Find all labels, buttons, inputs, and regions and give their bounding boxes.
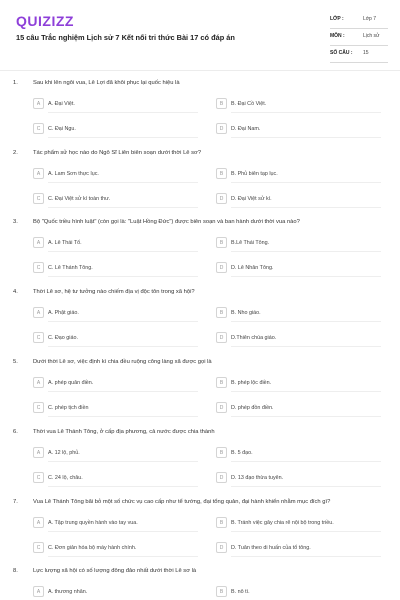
option-key-box: B (216, 517, 227, 528)
option-key-box: D (216, 123, 227, 134)
answer-option-a[interactable] (33, 236, 82, 249)
option-underline (231, 137, 381, 138)
answer-option-a[interactable] (33, 167, 99, 180)
meta-value: Lớp 7 (363, 16, 377, 22)
meta-label: LỚP : (330, 16, 344, 22)
meta-value: Lịch sử (363, 33, 380, 39)
option-text: B. phép lộc điền. (231, 379, 272, 386)
answer-option-a[interactable] (33, 446, 80, 459)
option-underline (48, 112, 198, 113)
option-text: C. Đơn giản hóa bộ máy hành chính. (48, 544, 137, 551)
option-key-box: A (33, 517, 44, 528)
question-number: 5. (13, 359, 18, 365)
option-text: D. Tuân theo di huấn của tổ tông. (231, 544, 311, 551)
answer-option-c[interactable] (33, 471, 83, 484)
question-number: 2. (13, 150, 18, 156)
question-number: 7. (13, 499, 18, 505)
answer-option-b[interactable] (216, 97, 266, 110)
answer-option-b[interactable] (216, 306, 261, 319)
option-underline (231, 112, 381, 113)
answer-option-b[interactable] (216, 376, 271, 389)
answer-option-c[interactable] (33, 541, 136, 554)
option-key-box: D (216, 472, 227, 483)
question-number: 3. (13, 219, 18, 225)
option-text: B. 5 đạo. (231, 449, 253, 456)
option-key-box: C (33, 402, 44, 413)
quizizz-logo[interactable]: QUIZIZZ (16, 13, 74, 29)
option-key-box: B (216, 307, 227, 318)
option-underline (48, 461, 198, 462)
option-underline (231, 416, 381, 417)
question-text: Bộ "Quốc triều hình luật" (còn gọi là: "Luật Hồng Đức") được biên soạn và ban hành dưới thời vua nào? (33, 219, 300, 225)
option-text: D. Đại Nam. (231, 125, 261, 132)
option-key-box: B (216, 377, 227, 388)
answer-option-b[interactable] (216, 585, 250, 598)
meta-row-class (330, 12, 388, 29)
option-text: A. phép quân điền. (48, 379, 94, 386)
option-text: D. 13 đạo thừa tuyên. (231, 474, 284, 481)
header-divider (0, 70, 400, 71)
question-text: Thời vua Lê Thánh Tông, ở cấp địa phương, cả nước được chia thành (33, 429, 215, 435)
answer-option-c[interactable] (33, 192, 110, 205)
option-underline (48, 346, 198, 347)
answer-option-d[interactable] (216, 471, 283, 484)
answer-option-b[interactable] (216, 236, 269, 249)
option-key-box: C (33, 262, 44, 273)
option-underline (48, 391, 198, 392)
option-underline (48, 207, 198, 208)
answer-option-a[interactable] (33, 376, 93, 389)
option-key-box: C (33, 193, 44, 204)
answer-option-a[interactable] (33, 585, 87, 598)
answer-option-b[interactable] (216, 167, 278, 180)
option-underline (231, 182, 381, 183)
answer-option-a[interactable] (33, 516, 138, 529)
option-text: A. 12 lộ, phủ. (48, 449, 80, 456)
meta-row-subject (330, 29, 388, 46)
option-key-box: A (33, 447, 44, 458)
option-underline (48, 531, 198, 532)
option-underline (231, 321, 381, 322)
option-key-box: A (33, 586, 44, 597)
option-key-box: A (33, 237, 44, 248)
answer-option-a[interactable] (33, 97, 75, 110)
option-key-box: B (216, 168, 227, 179)
option-text: A. Lê Thái Tổ. (48, 239, 82, 246)
option-key-box: D (216, 542, 227, 553)
answer-option-d[interactable] (216, 331, 276, 344)
option-text: D. phép đồn điền. (231, 404, 274, 411)
answer-option-c[interactable] (33, 401, 88, 414)
option-underline (48, 321, 198, 322)
option-underline (48, 182, 198, 183)
option-key-box: B (216, 447, 227, 458)
answer-option-c[interactable] (33, 261, 93, 274)
option-text: B. Phủ biên tạp lục. (231, 170, 278, 177)
option-text: A. Đại Việt. (48, 100, 75, 107)
option-text: B. Tránh việc gây chia rẽ nội bộ trong triều. (231, 519, 334, 526)
option-text: D. Đại Việt sử kí. (231, 195, 272, 202)
option-text: C. Lê Thánh Tông. (48, 264, 93, 271)
option-underline (48, 137, 198, 138)
option-underline (231, 556, 381, 557)
option-key-box: B (216, 98, 227, 109)
question-number: 6. (13, 429, 18, 435)
page-title: 15 câu Trắc nghiệm Lịch sử 7 Kết nối tri thức Bài 17 có đáp án (16, 33, 235, 42)
option-underline (231, 461, 381, 462)
question-number: 1. (13, 80, 18, 86)
answer-option-b[interactable] (216, 446, 253, 459)
option-text: A. thương nhân. (48, 588, 88, 595)
question-text: Tác phẩm sử học nào do Ngô Sĩ Liên biên soạn dưới thời Lê sơ? (33, 150, 202, 156)
meta-label: MÔN : (330, 33, 345, 39)
answer-option-d[interactable] (216, 541, 311, 554)
option-text: C. Đạo giáo. (48, 334, 78, 341)
option-underline (231, 391, 381, 392)
question-number: 4. (13, 289, 18, 295)
option-key-box: D (216, 402, 227, 413)
meta-row-count (330, 46, 388, 63)
option-underline (48, 556, 198, 557)
answer-option-a[interactable] (33, 306, 79, 319)
answer-option-c[interactable] (33, 122, 76, 135)
option-key-box: B (216, 237, 227, 248)
option-key-box: A (33, 307, 44, 318)
option-underline (231, 207, 381, 208)
meta-value: 15 (363, 50, 369, 56)
option-text: B. Đại Cồ Việt. (231, 100, 267, 107)
option-key-box: D (216, 262, 227, 273)
option-underline (231, 251, 381, 252)
option-key-box: C (33, 332, 44, 343)
option-text: C. phép tịch điền (48, 404, 89, 411)
option-underline (231, 276, 381, 277)
meta-panel (330, 12, 388, 63)
option-key-box: D (216, 193, 227, 204)
option-key-box: C (33, 542, 44, 553)
question-text: Vua Lê Thánh Tông bãi bỏ một số chức vụ cao cấp như tể tướng, đại tổng quản, đại hành khiển nhằm mục đích gì? (33, 499, 331, 505)
option-underline (231, 346, 381, 347)
question-text: Lực lượng xã hội có số lượng đông đảo nhất dưới thời Lê sơ là (33, 568, 197, 574)
option-underline (48, 276, 198, 277)
answer-option-d[interactable] (216, 122, 260, 135)
option-text: C. 24 lộ, châu. (48, 474, 83, 481)
answer-option-d[interactable] (216, 192, 272, 205)
question-text: Sau khi lên ngôi vua, Lê Lợi đã khôi phục lại quốc hiệu là (33, 80, 180, 86)
answer-option-d[interactable] (216, 401, 274, 414)
option-text: A. Lam Sơn thực lục. (48, 170, 99, 177)
option-key-box: A (33, 98, 44, 109)
option-underline (48, 486, 198, 487)
option-key-box: C (33, 123, 44, 134)
option-underline (48, 416, 198, 417)
meta-label: SỐ CÂU : (330, 50, 353, 56)
option-text: A. Phật giáo. (48, 309, 79, 316)
option-underline (48, 251, 198, 252)
option-key-box: A (33, 168, 44, 179)
option-underline (231, 486, 381, 487)
option-text: B. Nho giáo. (231, 309, 261, 316)
option-text: D. Lê Nhân Tông. (231, 264, 274, 271)
answer-option-d[interactable] (216, 261, 273, 274)
question-number: 8. (13, 568, 18, 574)
question-text: Thời Lê sơ, hệ tư tưởng nào chiếm địa vị độc tôn trong xã hội? (33, 289, 195, 295)
option-key-box: B (216, 586, 227, 597)
option-text: B. nô tì. (231, 588, 250, 595)
option-key-box: D (216, 332, 227, 343)
question-text: Dưới thời Lê sơ, việc định kì chia đều ruộng công làng xã được gọi là (33, 359, 212, 365)
option-text: A. Tập trung quyền hành vào tay vua. (48, 519, 138, 526)
header (0, 0, 400, 72)
option-text: D.Thiên chúa giáo. (231, 334, 277, 341)
option-key-box: A (33, 377, 44, 388)
option-key-box: C (33, 472, 44, 483)
option-text: B.Lê Thái Tông. (231, 239, 270, 246)
answer-option-c[interactable] (33, 331, 78, 344)
answer-option-b[interactable] (216, 516, 334, 529)
option-text: C. Đại Việt sử kí toàn thư. (48, 195, 111, 202)
option-underline (231, 531, 381, 532)
option-text: C. Đại Ngu. (48, 125, 76, 132)
